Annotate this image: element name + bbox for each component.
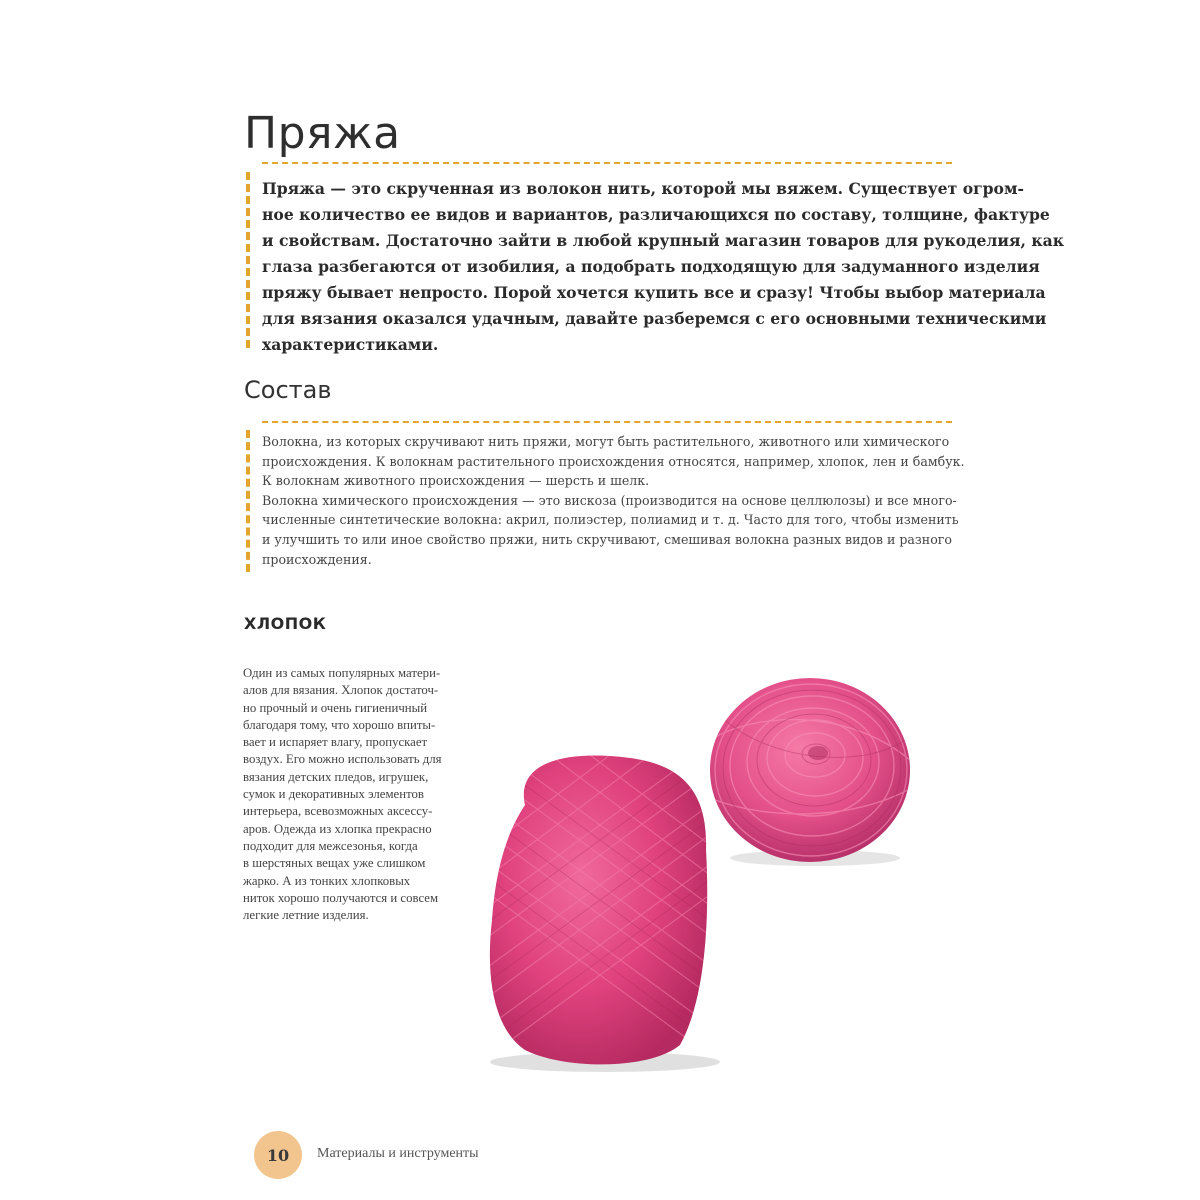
yarn-skein	[470, 710, 730, 1070]
intro-line: пряжу бывает непросто. Порой хочется купить все и сразу! Чтобы выбор материала	[262, 283, 1046, 302]
cotton-line: воздух. Его можно использовать для	[243, 752, 442, 767]
cotton-paragraph	[243, 665, 483, 924]
intro-line: характеристиками.	[262, 335, 439, 354]
intro-line: и свойствам. Достаточно зайти в любой крупный магазин товаров для рукоделия, как	[262, 231, 1064, 250]
intro-accent-bar	[246, 172, 250, 348]
composition-top-divider	[262, 421, 952, 423]
cotton-line: но прочный и очень гигиеничный	[243, 700, 428, 715]
composition-line: численные синтетические волокна: акрил, полиэстер, полиамид и т. д. Часто для того, чтобы изменить	[262, 512, 959, 528]
page-number: 10	[266, 1145, 290, 1165]
cotton-line: алов для вязания. Хлопок достаточ-	[243, 683, 439, 698]
composition-line: К волокнам животного происхождения — шерсть и шелк.	[262, 473, 650, 489]
cotton-line: благодаря тому, что хорошо впиты-	[243, 717, 436, 732]
composition-line: Волокна, из которых скручивают нить пряжи, могут быть растительного, животного или химического	[262, 434, 950, 449]
cotton-line: жарко. А из тонких хлопковых	[243, 873, 411, 888]
yarn-ball	[710, 678, 910, 862]
composition-line: происхождения. К волокнам растительного происхождения относятся, например, хлопок, лен и бамбук.	[262, 453, 965, 469]
yarn-balls-photo	[470, 650, 910, 1080]
cotton-line: вает и испаряет влагу, пропускает	[243, 735, 428, 750]
cotton-line: ниток хорошо получаются и совсем	[243, 890, 439, 905]
intro-line: глаза разбегаются от изобилия, а подобрать подходящую для задуманного изделия	[262, 257, 1040, 276]
cotton-line: Один из самых популярных матери-	[243, 666, 441, 680]
composition-line: и улучшить то или иное свойство пряжи, нить скручивают, смешивая волокна разных видов и разного	[262, 531, 952, 547]
composition-paragraph	[262, 432, 965, 569]
cotton-line: подходит для межсезонья, когда	[243, 838, 418, 853]
cotton-line: в шерстяных вещах уже слишком	[243, 856, 426, 871]
section-heading-cotton: ХЛОПОК	[244, 614, 327, 633]
composition-accent-bar	[246, 430, 250, 572]
intro-line: ное количество ее видов и вариантов, различающихся по составу, толщине, фактуре	[262, 205, 1050, 224]
cotton-line: интерьера, всевозможных аксессу-	[243, 804, 433, 819]
intro-line: Пряжа — это скрученная из волокон нить, которой мы вяжем. Существует огром-	[262, 179, 1024, 198]
page-title: Пряжа	[244, 108, 401, 159]
page-number-badge	[254, 1131, 302, 1179]
cotton-line: аров. Одежда из хлопка прекрасно	[243, 821, 432, 836]
intro-top-divider	[262, 162, 952, 164]
intro-paragraph	[262, 176, 1064, 358]
composition-line: происхождения.	[262, 551, 372, 567]
composition-line: Волокна химического происхождения — это вискоза (производится на основе целлюлозы) и все много-	[262, 492, 957, 508]
footer-section-label: Материалы и инструменты	[317, 1146, 479, 1161]
cotton-line: легкие летние изделия.	[243, 908, 369, 923]
intro-line: для вязания оказался удачным, давайте разберемся с его основными техническими	[262, 309, 1047, 328]
section-heading-composition: Состав	[244, 376, 332, 404]
cotton-line: вязания детских пледов, игрушек,	[243, 769, 429, 784]
cotton-line: сумок и декоративных элементов	[243, 787, 424, 802]
